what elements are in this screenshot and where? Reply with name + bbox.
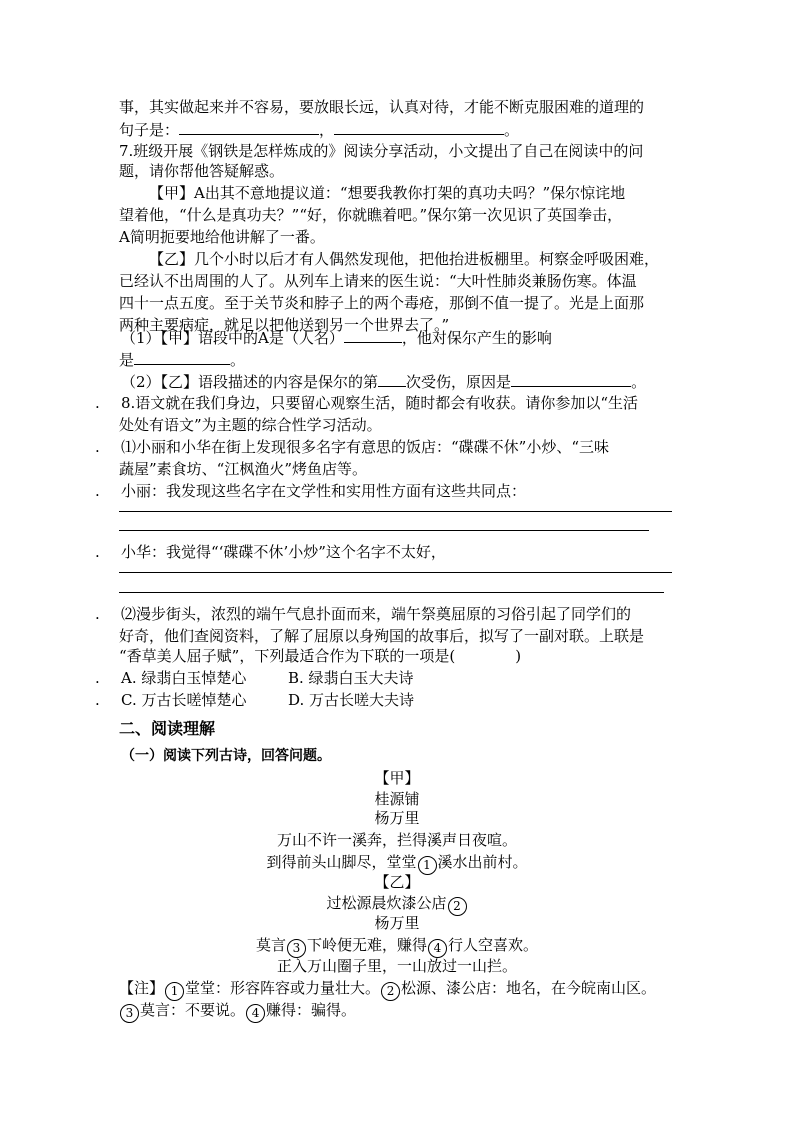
sub1-text-3: 是 bbox=[119, 351, 135, 369]
q8-p2-line2: 好奇，他们查阅资料，了解了屈原以身殉国的故事后，拟写了一副对联。上联是 bbox=[119, 627, 645, 645]
q7-line2: 题，请你帮他答疑解惑。 bbox=[119, 162, 285, 180]
option-a[interactable]: A. 绿翡白玉悼楚心 bbox=[121, 669, 247, 687]
footnote-marker: 3 bbox=[120, 1004, 139, 1023]
notes-line1 bbox=[119, 978, 656, 1001]
q8-line2: 处处有语文”为主题的综合性学习活动。 bbox=[119, 416, 382, 434]
answer-blank-reason[interactable] bbox=[511, 371, 631, 387]
bullet-dot: . bbox=[95, 669, 100, 687]
q8-p2-line3: “香草美人屈子赋”，下列最适合作为下联的一项是( ) bbox=[119, 647, 522, 665]
sub1-text: （1）【甲】语段中的A是（人名） bbox=[121, 329, 344, 347]
q7-sub1 bbox=[121, 327, 552, 348]
jia-passage-line: 【甲】A出其不意地提议道：“想要我教你打架的真功夫吗？”保尔惊诧地 bbox=[149, 184, 626, 202]
poem-title-text: 过松源晨炊漆公店 bbox=[326, 894, 447, 912]
period: 。 bbox=[631, 373, 647, 391]
option-b[interactable]: B. 绿翡白玉大夫诗 bbox=[288, 669, 414, 687]
option-d[interactable]: D. 万古长嗟大夫诗 bbox=[288, 691, 415, 709]
q7-sub1-cont bbox=[119, 349, 245, 370]
poem1-title: 桂源铺 bbox=[374, 790, 420, 808]
sub1-text-2: ，他对保尔产生的影响 bbox=[401, 329, 552, 347]
section-subtitle: （一）阅读下列古诗，回答问题。 bbox=[121, 748, 331, 764]
poem-text: 溪水出前村。 bbox=[437, 853, 528, 871]
option-c[interactable]: C. 万古长嗟悼楚心 bbox=[121, 691, 247, 709]
footnote-marker: 1 bbox=[165, 982, 184, 1001]
footnote-marker: 2 bbox=[448, 897, 467, 916]
poem2-line1 bbox=[0, 935, 794, 958]
poem-text: 行人空喜欢。 bbox=[448, 936, 539, 954]
q7-line1: 7.班级开展《钢铁是怎样炼成的》阅读分享活动，小文提出了自己在阅读中的问 bbox=[119, 142, 644, 160]
footnote-marker: 4 bbox=[246, 1004, 265, 1023]
answer-blank-influence[interactable] bbox=[134, 349, 230, 365]
bullet-dot: . bbox=[95, 482, 100, 500]
bullet-dot: . bbox=[95, 394, 100, 412]
answer-line[interactable] bbox=[119, 511, 672, 512]
poem2-tag: 【乙】 bbox=[374, 873, 420, 891]
q6-line1: 事，其实做起来并不容易，要放眼长远，认真对待，才能不断克服困难的道理的 bbox=[119, 98, 645, 116]
yi-passage-line: 【乙】几个小时以后才有人偶然发现他，把他抬进板棚里。柯察金呼吸困难， bbox=[149, 250, 660, 268]
poem-text: 到得前头山脚尽，堂堂 bbox=[266, 853, 417, 871]
answer-line[interactable] bbox=[119, 530, 649, 531]
footnote-marker: 2 bbox=[381, 982, 400, 1001]
jia-passage-line: A简明扼要地给他讲解了一番。 bbox=[119, 228, 325, 246]
poem1-author: 杨万里 bbox=[374, 809, 420, 827]
yi-passage-line: 已经认不出周围的人了。从列车上请来的医生说：“大叶性肺炎兼肠伤寒。体温 bbox=[119, 272, 637, 290]
poem1-line1: 万山不许一溪奔，拦得溪声日夜喧。 bbox=[276, 831, 517, 849]
answer-blank-count[interactable] bbox=[378, 371, 406, 387]
sub2-text-2: 次受伤，原因是 bbox=[406, 373, 512, 391]
answer-line[interactable] bbox=[119, 592, 664, 593]
footnote-marker: 1 bbox=[418, 856, 437, 875]
yi-passage-line: 两种主要病症，就足以把他送到另一个世界去了。” bbox=[119, 316, 450, 334]
note-text: 堂堂：形容阵容或力量壮大。 bbox=[185, 979, 381, 997]
sub2-text: （2）【乙】语段描述的内容是保尔的第 bbox=[121, 373, 379, 391]
jia-passage-line: 望着他，“什么是真功夫？”“好，你就瞧着吧。”保尔第一次见识了英国拳击， bbox=[119, 206, 623, 224]
footnote-marker: 4 bbox=[428, 939, 447, 958]
answer-blank-name[interactable] bbox=[344, 327, 402, 343]
q8-p2-line1: ⑵漫步街头，浓烈的端午气息扑面而来，端午祭奠屈原的习俗引起了同学们的 bbox=[121, 605, 632, 623]
note-text: 松源、漆公店：地名，在今皖南山区。 bbox=[401, 979, 657, 997]
bullet-dot: . bbox=[95, 691, 100, 709]
period: 。 bbox=[504, 121, 520, 139]
xiaohua-line: 小华：我觉得“‘碟碟不休’小炒”这个名字不太好， bbox=[121, 543, 446, 561]
q7-sub2 bbox=[121, 371, 646, 392]
answer-line[interactable] bbox=[119, 572, 672, 573]
period: 。 bbox=[230, 351, 246, 369]
bullet-dot: . bbox=[95, 543, 100, 561]
poem1-tag: 【甲】 bbox=[374, 769, 420, 787]
poem2-author: 杨万里 bbox=[374, 914, 420, 932]
answer-blank-1[interactable] bbox=[179, 119, 319, 135]
answer-blank-2[interactable] bbox=[334, 119, 504, 135]
yi-passage-line: 四十一点五度。至于关节炎和脖子上的两个毒疮，那倒不值一提了。光是上面那 bbox=[119, 294, 645, 312]
poem2-line2: 正入万山圈子里，一山放过一山拦。 bbox=[276, 957, 517, 975]
poem-text: 下岭便无难，赚得 bbox=[306, 936, 427, 954]
q8-p1-line2: 蔬屋”素食坊、“江枫渔火”烤鱼店等。 bbox=[119, 460, 368, 478]
xiaoli-line: 小丽：我发现这些名字在文学性和实用性方面有这些共同点： bbox=[121, 482, 527, 500]
q6-prefix: 句子是： bbox=[119, 121, 180, 139]
poem-text: 莫言 bbox=[255, 936, 286, 954]
note-label: 【注】 bbox=[119, 979, 165, 997]
separator: ， bbox=[319, 121, 335, 139]
q8-line1: 8.语文就在我们身边，只要留心观察生活，随时都会有收获。请你参加以“生活 bbox=[121, 394, 638, 412]
q8-p1-line1: ⑴小丽和小华在街上发现很多名字有意思的饭店：“碟碟不休”小炒、“三味 bbox=[121, 438, 610, 456]
bullet-dot: . bbox=[95, 438, 100, 456]
note-text: 莫言：不要说。 bbox=[140, 1001, 246, 1019]
note-text: 赚得：骗得。 bbox=[266, 1001, 357, 1019]
footnote-marker: 3 bbox=[287, 939, 306, 958]
q6-line2 bbox=[119, 119, 519, 140]
section-title: 二、阅读理解 bbox=[119, 719, 216, 738]
bullet-dot: . bbox=[95, 605, 100, 623]
notes-line2 bbox=[119, 1000, 356, 1023]
